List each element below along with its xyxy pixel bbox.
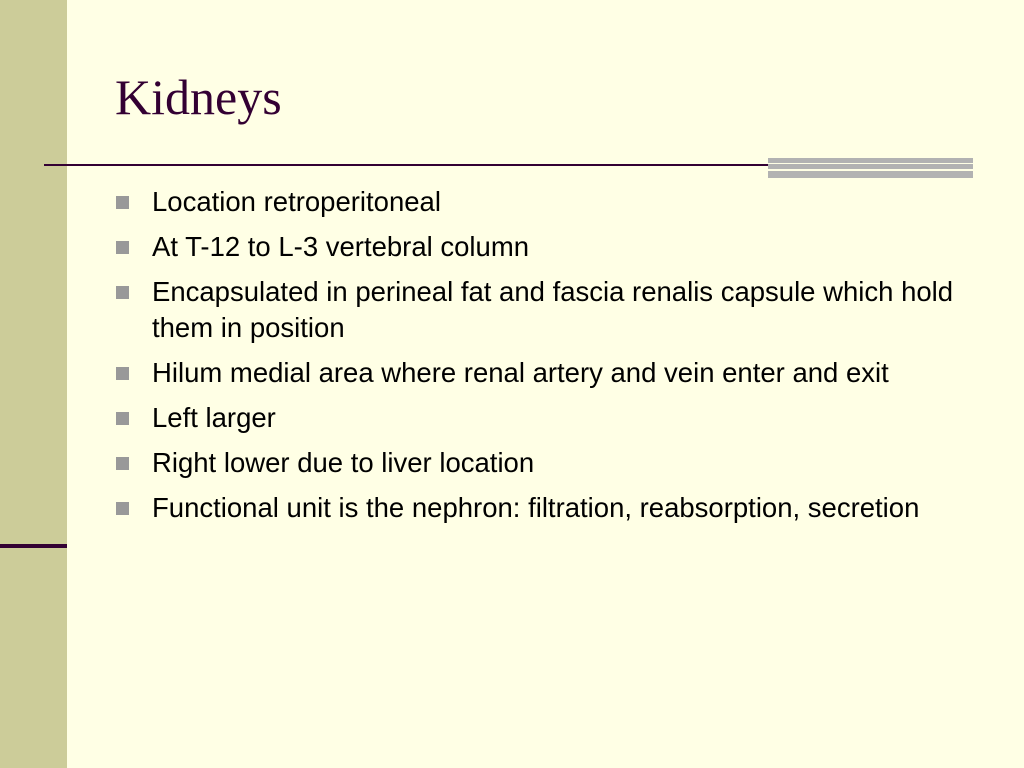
square-bullet-icon xyxy=(116,502,129,515)
bullet-text: Location retroperitoneal xyxy=(152,186,441,217)
bullet-text: Functional unit is the nephron: filtration, reabsorption, secretion xyxy=(152,491,920,523)
bullet-text: At T-12 to L-3 vertebral column xyxy=(152,231,530,262)
square-bullet-icon xyxy=(116,196,129,209)
bullet-text: Encapsulated in perineal fat and fascia renalis capsule which hold them in position xyxy=(152,276,954,343)
bullet-item xyxy=(115,229,965,265)
bullet-item xyxy=(115,400,965,436)
bullet-item xyxy=(115,355,965,391)
bullet-text: Left larger xyxy=(152,401,276,433)
title-bar xyxy=(768,158,973,163)
title-divider-line xyxy=(44,164,804,166)
bullet-text: Right lower due to liver location xyxy=(152,446,535,478)
title-bars-decoration xyxy=(768,158,973,178)
slide-title: Kidneys xyxy=(115,69,282,125)
square-bullet-icon xyxy=(116,412,129,425)
square-bullet-icon xyxy=(116,457,129,470)
side-band-decoration xyxy=(0,0,67,768)
title-bar xyxy=(768,164,973,169)
bullet-text: Hilum medial area where renal artery and vein enter and exit xyxy=(152,356,889,388)
square-bullet-icon xyxy=(116,241,129,254)
bullet-item xyxy=(115,274,965,345)
square-bullet-icon xyxy=(116,286,129,299)
square-bullet-icon xyxy=(116,367,129,380)
bullet-item xyxy=(115,184,965,220)
bullet-item xyxy=(115,445,965,481)
title-bar xyxy=(768,171,973,178)
side-accent-line xyxy=(0,544,67,548)
bullet-list xyxy=(115,184,965,535)
bullet-item xyxy=(115,490,965,526)
